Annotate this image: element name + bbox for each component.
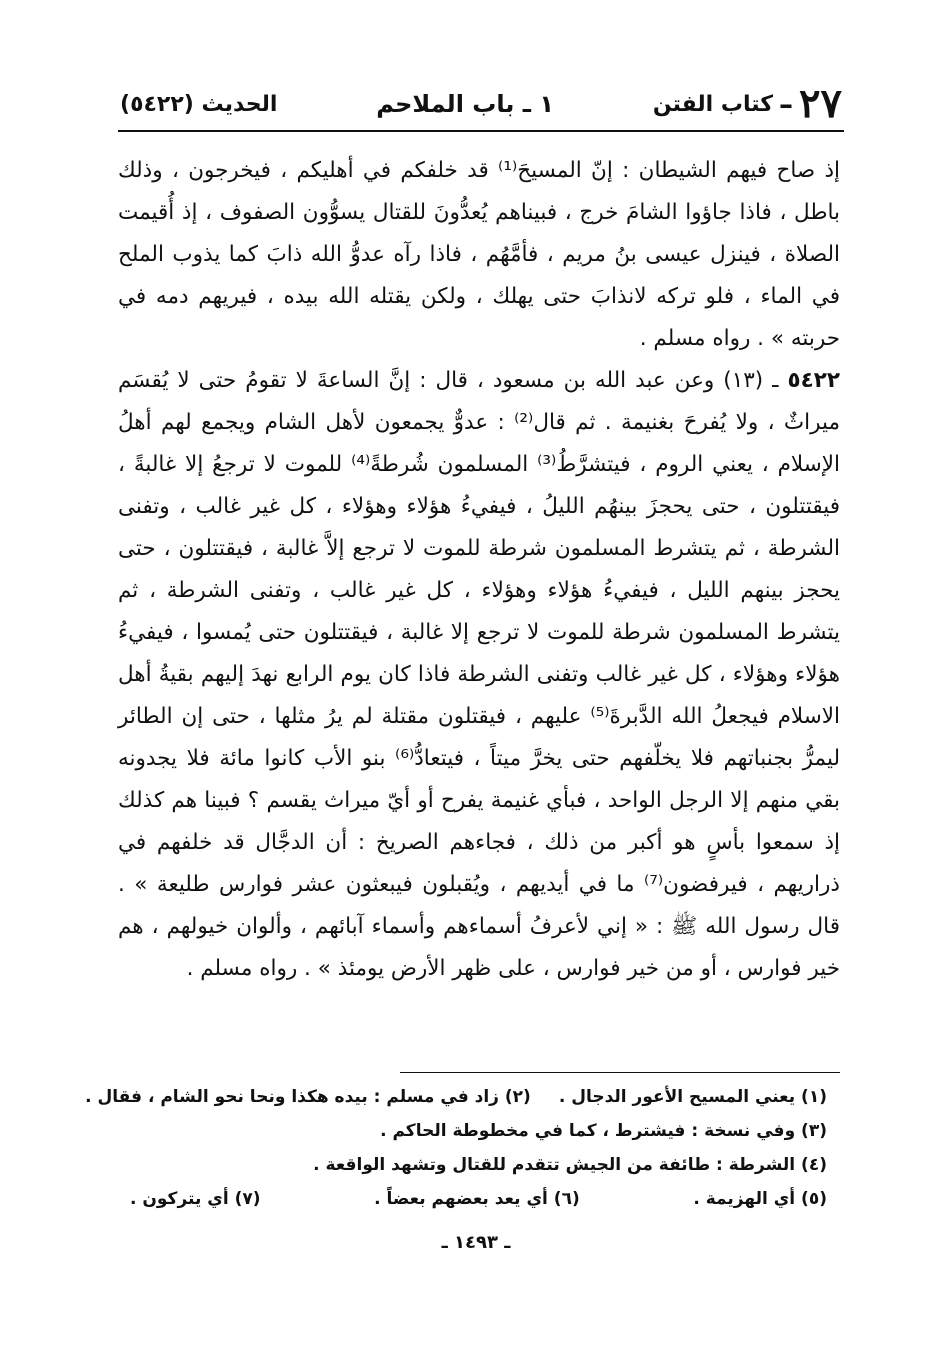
footnote-2: (٢) زاد في مسلم : بيده هكذا ونحا نحو الشام ، فقال .	[85, 1087, 531, 1107]
footnotes	[85, 1080, 827, 1216]
hadith-number: ٥٤٢٢	[787, 368, 840, 393]
footnote-1: (١) يعني المسيح الأعور الدجال .	[558, 1087, 827, 1107]
hadith-reference: الحديث (٥٤٢٢)	[120, 91, 278, 117]
chapter-name: كتاب الفتن	[652, 91, 774, 117]
page-header	[120, 82, 842, 126]
footnote-line-2	[130, 1114, 827, 1148]
paragraph-continuation: إذ صاح فيهم الشيطان : إنّ المسيحَ⁽¹⁾ قد خلفكم في أهليكم ، فيخرجون ، وذلك باطل ، فاذا جاؤوا الشامَ خرج ، فبيناهم يُعدُّونَ للقتال يسوُّون الصفوف ، إذ أُقيمت الصلاة ، فينزل عيسى بنُ مريم ، فأمَّهُم ، فاذا رآه عدوُّ الله ذابَ كما يذوب الملح في الماء ، فلو تركه لانذابَ حتى يهلك ، ولكن يقتله الله بيده ، فيريهم دمه في حربته » . رواه مسلم .	[118, 158, 840, 351]
header-rule	[118, 130, 844, 132]
hadith-text: ـ (١٣) وعن عبد الله بن مسعود ، قال : إنَّ الساعةَ لا تقومُ حتى لا يُقسَم ميراثٌ ، ولا يُفرحَ بغنيمة . ثم قال⁽²⁾ : عدوٌّ يجمعون لأهل الشام ويجمع لهم أهلُ الإسلام ، يعني الروم ، فيتشرَّطُ⁽³⁾ المسلمون شُرطةً⁽⁴⁾ للموت لا ترجعُ إلا غالبةً ، فيقتتلون ، حتى يحجزَ بينهُم الليلُ ، فيفيءُ هؤلاء وهؤلاء ، كل غير غالب ، وتفنى الشرطة ، ثم يتشرط المسلمون شرطة للموت لا ترجع إلاَّ غالبة ، فيقتتلون ، حتى يحجز بينهم الليل ، فيفيءُ هؤلاء وهؤلاء ، كل غير غالب ، وتفنى الشرطة ، ثم يتشرط المسلمون شرطة للموت لا ترجع إلا غالبة ، فيقتتلون حتى يُمسوا ، فيفيءُ هؤلاء وهؤلاء ، كل غير غالب وتفنى الشرطة فاذا كان يوم الرابع نهدَ إليهم بقيةُ أهل الاسلام فيجعلُ الله الدَّبرةَ⁽⁵⁾ عليهم ، فيقتلون مقتلة لم يرُ مثلها ، حتى إن الطائر ليمرُّ بجنباتهم فلا يخلّفهم حتى يخرَّ ميتاً ، فيتعادُّ⁽⁶⁾ بنو الأب كانوا مائة فلا يجدونه بقي منهم إلا الرجل الواحد ، فبأي غنيمة يفرح أو أيّ ميراث يقسم ؟ فبينا هم كذلك إذ سمعوا بأسٍ هو أكبر من ذلك ، فجاءهم الصريخ : أن الدجَّال قد خلفهم في ذراريهم ، فيرفضون⁽⁷⁾ ما في أيديهم ، ويُقبلون فيبعثون عشر فوارس طليعة » . قال رسول الله ﷺ : « إني لأعرفُ أسماءهم وأسماء آبائهم ، وألوان خيولهم ، هم خير فوارس ، أو من خير فوارس ، على ظهر الأرض يومئذ » . رواه مسلم .	[118, 368, 841, 981]
section-title: ١ ـ باب الملاحم	[376, 90, 554, 118]
footnote-line-4	[130, 1182, 827, 1216]
footnote-6: (٦) أي يعد بعضهم بعضاً .	[374, 1189, 580, 1209]
page-number: ـ ١٤٩٣ ـ	[441, 1232, 511, 1253]
footnote-7: (٧) أي يتركون .	[130, 1189, 261, 1209]
hadith-paragraph	[118, 360, 840, 990]
footnote-3: (٣) وفي نسخة : فيشترط ، كما في مخطوطة الحاكم .	[380, 1121, 827, 1141]
chapter-dash: –	[779, 87, 794, 121]
footnote-rule	[400, 1072, 840, 1073]
footnote-4: (٤) الشرطة : طائفة من الجيش تتقدم للقتال وتشهد الواقعة .	[313, 1155, 827, 1175]
chapter-number: ٢٧	[799, 80, 842, 127]
footnote-line-3	[130, 1148, 827, 1182]
footnote-line-1	[85, 1080, 827, 1114]
footnote-5: (٥) أي الهزيمة .	[693, 1189, 827, 1209]
main-text	[118, 150, 840, 990]
chapter-heading	[652, 80, 842, 127]
